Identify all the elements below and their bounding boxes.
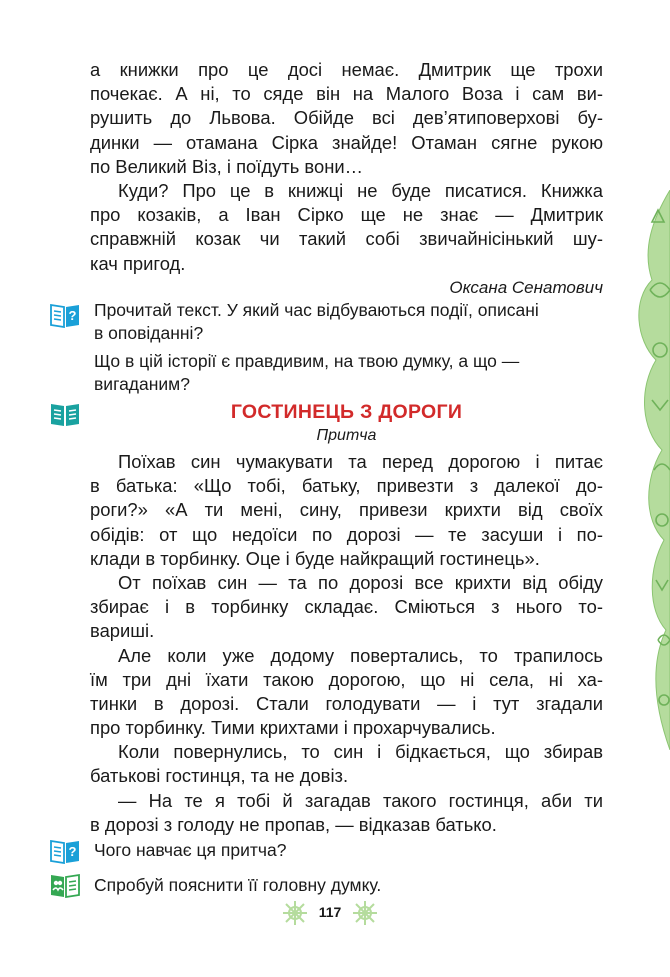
questions-block-3 bbox=[50, 872, 605, 900]
parable-line: вариші. bbox=[90, 620, 155, 642]
parable-line: їм три дні їхати такою дорогою, що ні села, ні ха- bbox=[90, 668, 603, 690]
question-line: Спробуй пояснити її головну думку. bbox=[94, 875, 382, 895]
story-line: рушить до Львова. Обійде всі дев’ятиповерхові бу- bbox=[90, 107, 603, 129]
parable-text bbox=[90, 450, 603, 837]
story-line: кач пригод. bbox=[90, 252, 186, 274]
question-text bbox=[94, 299, 604, 396]
parable-line: тинки в дорозі. Стали голодувати — і тут згадали bbox=[90, 692, 603, 714]
questions-book-icon bbox=[50, 302, 80, 328]
side-ornament-icon bbox=[622, 190, 670, 750]
page-number: 117 bbox=[318, 904, 342, 920]
story-line: про козаків, а Іван Сірко ще не знає — Дмитрик bbox=[90, 204, 603, 226]
story-line: почекає. А ні, то сяде він на Малого Воза і сам ви- bbox=[90, 83, 603, 105]
parable-line: в дорозі з голоду не пропав, — відказав батько. bbox=[90, 813, 497, 835]
page-footer bbox=[280, 898, 380, 928]
parable-line: про торбинку. Тими крихтами і прохарчувались. bbox=[90, 717, 496, 739]
parable-line: в батька: «Що тобі, батьку, привезти з далекої до- bbox=[90, 475, 603, 497]
read-book-icon bbox=[50, 401, 80, 427]
parable-line: збирає і в торбинку складає. Сміються з нього то- bbox=[90, 596, 603, 618]
questions-block bbox=[50, 302, 605, 392]
story-line: по Великий Віз, і поїдуть вони… bbox=[90, 155, 364, 177]
question-line: Чого навчає ця притча? bbox=[94, 840, 287, 860]
story-line: справжній козак чи такий собі звичайнісінький шу- bbox=[90, 228, 603, 250]
parable-line: батькові гостинця, та не довіз. bbox=[90, 765, 349, 787]
group-work-book-icon bbox=[50, 872, 80, 898]
question-line: вигаданим? bbox=[94, 374, 190, 394]
story-line: а книжки про це досі немає. Дмитрик ще трохи bbox=[90, 59, 603, 80]
parable-line: клади в торбинку. Оце і буде найкращий гостинець». bbox=[90, 547, 540, 569]
questions-block-2 bbox=[50, 838, 605, 866]
parable-line: Але коли уже додому повертались, то трапилось bbox=[118, 644, 603, 666]
story-line: Куди? Про це в книжці не буде писатися. Книжка bbox=[118, 179, 603, 201]
parable-line: обідів: от що недоїси по дорозі — те засуши і по- bbox=[90, 523, 603, 545]
question-line: Що в цій історії є правдивим, на твою думку, а що — bbox=[94, 351, 520, 371]
svg-text:?: ? bbox=[68, 308, 77, 323]
parable-line: От поїхав син — та по дорозі все крихти від обіду bbox=[118, 571, 603, 593]
question-line: в оповіданні? bbox=[94, 323, 204, 343]
question-line: Прочитай текст. У який час відбуваються події, описані bbox=[94, 300, 539, 320]
svg-text:?: ? bbox=[68, 844, 77, 859]
story-end-text bbox=[90, 58, 603, 300]
questions-book-icon bbox=[50, 838, 80, 864]
page-ornament-icon bbox=[352, 900, 378, 926]
story-line: динки — отамана Сірка знайде! Отаман сягне рукою bbox=[90, 131, 603, 153]
parable-genre: Притча bbox=[316, 427, 377, 444]
parable-line: Поїхав син чумакувати та перед дорогою і питає bbox=[118, 451, 603, 472]
parable-line: — На те я тобі й загадав такого гостинця, аби ти bbox=[118, 789, 603, 811]
parable-title: ГОСТИНЕЦЬ З ДОРОГИ bbox=[230, 401, 463, 423]
story-author: Оксана Сенатович bbox=[449, 277, 603, 297]
parable-line: Коли повернулись, то син і бідкається, що збирав bbox=[118, 741, 603, 763]
parable-line: роги?» «А ти мені, сину, привези крихти від своїх bbox=[90, 499, 603, 521]
